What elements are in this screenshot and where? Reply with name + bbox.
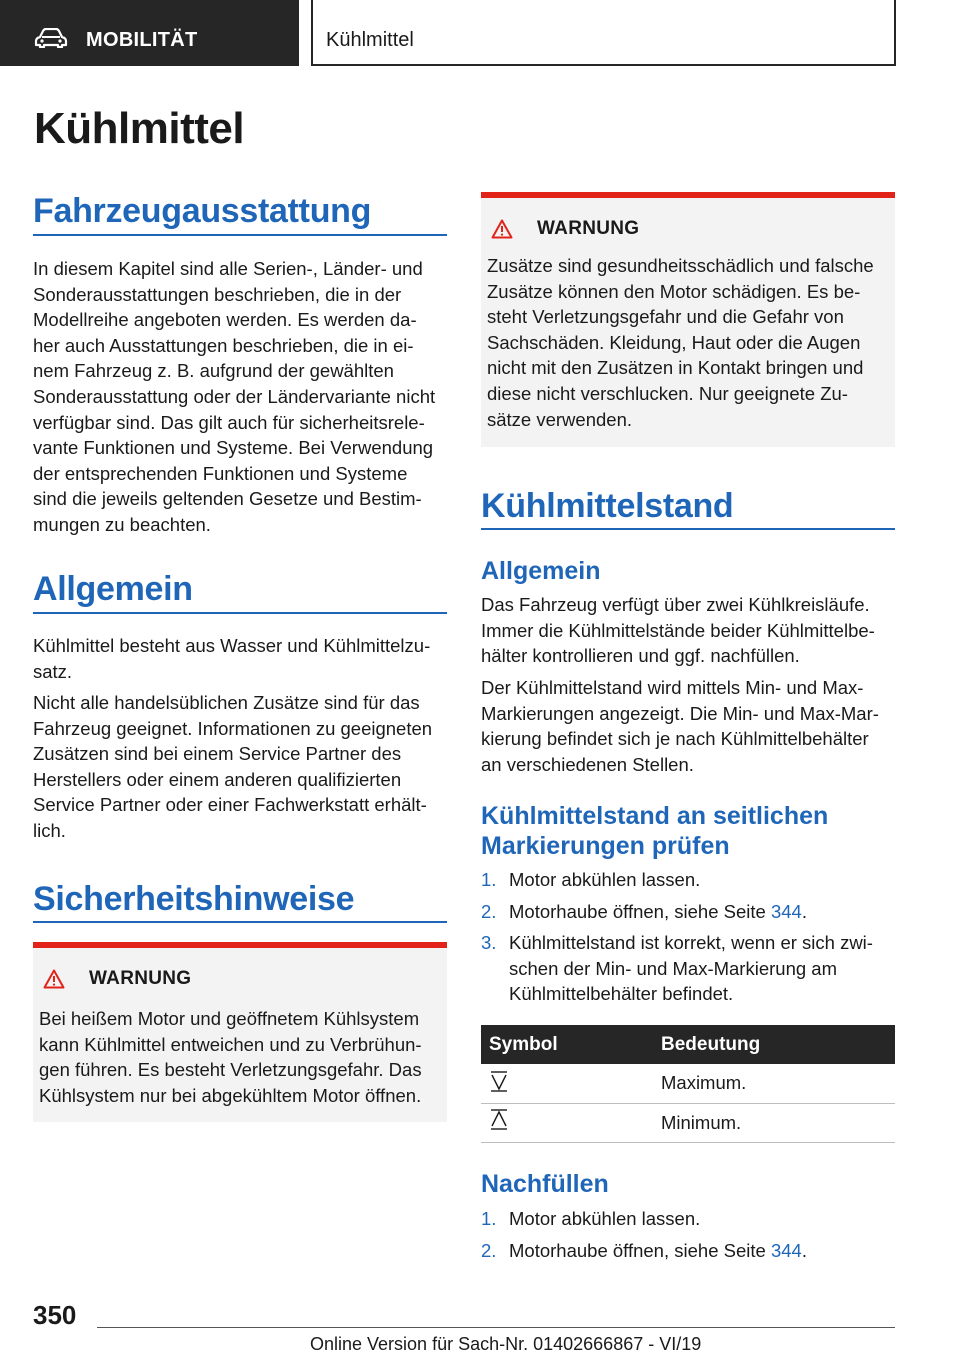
table-header-meaning: Bedeutung (653, 1025, 895, 1064)
chapter-tab[interactable] (311, 0, 896, 66)
list-item: 2. Motorhaube öffnen, siehe Seite 344. (481, 1239, 807, 1261)
heading-rule (481, 528, 895, 530)
min-mark-icon (489, 1109, 509, 1131)
chapter-label: Kühlmittel (326, 29, 414, 51)
max-mark-icon (489, 1070, 509, 1092)
kuehlmittelstand-text-2: Der Kühlmittelstand wird mittels Min- und Max- Markierungen angezeigt. Die Min- und Max-Mar- kierung befindet sich je nach Kühlmittelbehälter an verschiedenen Stellen. (481, 677, 879, 775)
warning-triangle-icon (491, 219, 513, 239)
warning-text: Zusätze sind gesundheitsschädlich und falsche Zusätze können den Motor schädigen. Es be- steht Verletzungsgefahr und die Gefahr von Sachschäden. Kleidung, Haut oder die Augen nicht mit den Zusätzen in Kontakt bringen und diese nicht verschlucken. Nur geeignete Zu- sätze verwenden. (487, 255, 874, 430)
table-header-symbol: Symbol (481, 1025, 653, 1064)
warning-text: Bei heißem Motor und geöffnetem Kühlsystem kann Kühlmittel entweichen und zu Verbrühun- gen führen. Es besteht Verletzungsgefahr. Das Kühlsystem nur bei abgekühltem Motor öffnen. (39, 1008, 422, 1106)
subheading-nachfuellen: Nachfüllen (481, 1170, 609, 1198)
footer-text: Online Version für Sach-Nr. 01402666867 - VI/19 (310, 1334, 702, 1354)
table-row (481, 1064, 895, 1103)
kuehlmittelstand-text-1: Das Fahrzeug verfügt über zwei Kühlkreisläufe. Immer die Kühlmittelstände beider Kühlmittelbe- hälter kontrollieren und ggf. nachfüllen. (481, 594, 875, 667)
car-icon (34, 28, 68, 48)
heading-rule (33, 921, 447, 923)
warning-title: WARNUNG (89, 968, 192, 989)
fahrzeugausstattung-text: In diesem Kapitel sind alle Serien-, Länder- und Sonderausstattungen beschrieben, die in der Modellreihe angeboten werden. Es werden da- her auch Ausstattungen beschrieben, die in ei- nem Fahrzeug z. B. aufgrund der gewählten Sonderausstattung oder der Ländervariante nicht verfügbar sind. Das gilt auch für sicherheitsrele- vante Funktionen und Systeme. Bei Verwendung der entsprechenden Funktionen und Systeme sind die jeweils geltenden Gesetze und Bestim- mungen zu beachten. (33, 258, 436, 535)
allgemein-text-2: Nicht alle handelsüblichen Zusätze sind für das Fahrzeug geeignet. Informationen zu geeigneten Zusätzen sind bei einem Service Partner des Herstellers oder einem anderen qualifizierten Service Partner oder einer Fachwerkstatt erhält- lich. (33, 692, 433, 841)
allgemein-text-1: Kühlmittel besteht aus Wasser und Kühlmittelzu- satz. (33, 635, 431, 682)
warning-header (43, 968, 191, 990)
section-tab[interactable] (0, 0, 299, 66)
table-row (481, 1103, 895, 1142)
footer-rule (97, 1327, 895, 1328)
subheading-pruefen: Kühlmittelstand an seitlichen Markierungen prüfen (481, 802, 829, 860)
warning-header (491, 218, 639, 240)
steps-nachfuellen (481, 1206, 897, 1269)
subheading-allgemein: Allgemein (481, 557, 601, 585)
heading-rule (33, 612, 447, 614)
heading-kuehlmittelstand: Kühlmittelstand (481, 487, 734, 525)
page-link[interactable]: 344 (770, 1239, 802, 1261)
list-item: 2. Motorhaube öffnen, siehe Seite 344. (481, 900, 807, 922)
table-cell-meaning: Minimum. (653, 1103, 895, 1142)
list-item: 1. Motor abkühlen lassen. (481, 869, 701, 890)
page-title: Kühlmittel (34, 104, 245, 153)
heading-rule (33, 234, 447, 236)
warning-box-right (481, 192, 895, 447)
heading-fahrzeugausstattung: Fahrzeugausstattung (33, 192, 372, 230)
steps-pruefen (481, 867, 897, 1013)
warning-title: WARNUNG (537, 218, 640, 239)
list-item: 3. Kühlmittelstand ist korrekt, wenn er sich zwi- schen der Min- und Max-Markierung am Kühlmittelbehälter befindet. (481, 932, 873, 1005)
page-number: 350 (33, 1300, 77, 1330)
symbol-table (481, 1025, 895, 1143)
section-label: MOBILITÄT (86, 29, 198, 51)
page-link[interactable]: 344 (770, 900, 802, 922)
page-header (0, 0, 960, 66)
heading-sicherheitshinweise: Sicherheitshinweise (33, 880, 355, 918)
table-cell-meaning: Maximum. (653, 1064, 895, 1103)
list-item: 1. Motor abkühlen lassen. (481, 1208, 701, 1229)
warning-box-left (33, 942, 447, 1122)
heading-allgemein: Allgemein (33, 570, 193, 608)
warning-triangle-icon (43, 969, 65, 989)
